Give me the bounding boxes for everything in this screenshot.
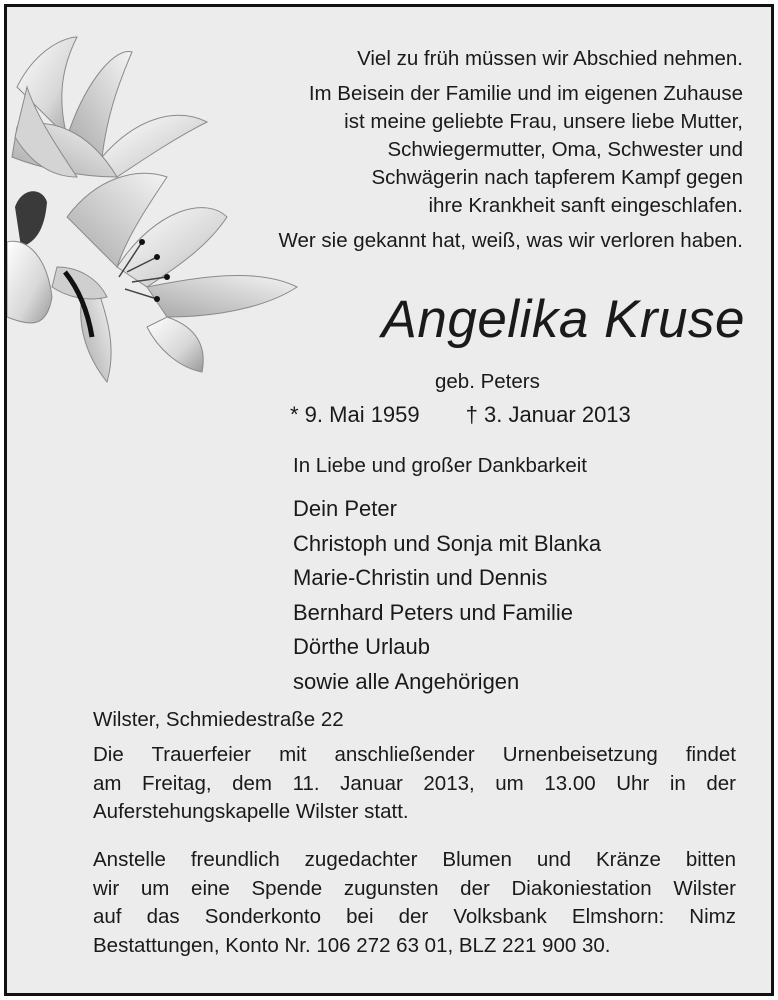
mourner: Dein Peter	[293, 496, 397, 521]
donation-line: Anstelle freundlich zugedachter Blumen und Kränze bitten	[93, 848, 736, 871]
mourner: sowie alle Angehörigen	[293, 668, 520, 694]
mourner: Marie-Christin und Dennis	[293, 565, 548, 591]
funeral-line: am Freitag, dem 11. Januar 2013, um 13.00 Uhr in der	[93, 771, 736, 795]
intro-para-line: ist meine geliebte Frau, unsere liebe Mutter,	[344, 110, 743, 133]
obituary-notice	[4, 4, 774, 996]
maiden-name: geb. Peters	[435, 370, 540, 393]
intro-para-line: Schwägerin nach tapferem Kampf gegen	[371, 166, 743, 189]
donation-line: auf das Sonderkonto bei der Volksbank Elmshorn: Nimz	[93, 905, 736, 929]
mourner: Bernhard Peters und Familie	[293, 599, 574, 625]
address: Wilster, Schmiedestraße 22	[93, 708, 344, 731]
closing-line: In Liebe und großer Dankbarkeit	[293, 454, 588, 477]
funeral-line: Die Trauerfeier mit anschließender Urnenbeisetzung findet	[93, 743, 736, 766]
life-dates	[290, 400, 631, 430]
birth-date: * 9. Mai 1959	[290, 402, 420, 427]
funeral-info	[93, 741, 736, 827]
donation-line: wir um eine Spende zugunsten der Diakoniestation Wilster	[93, 876, 736, 900]
intro-line-1: Viel zu früh müssen wir Abschied nehmen.	[357, 47, 743, 70]
donation-info	[93, 846, 736, 960]
funeral-line: Auferstehungskapelle Wilster statt.	[93, 800, 409, 824]
intro-para-line: Schwiegermutter, Oma, Schwester und	[387, 138, 743, 161]
mourner: Dörthe Urlaub	[293, 634, 430, 660]
mourners-list	[293, 492, 601, 700]
intro-paragraph	[183, 80, 743, 220]
intro-line-3: Wer sie gekannt hat, weiß, was wir verloren haben.	[278, 229, 743, 252]
intro-para-line: Im Beisein der Familie und im eigenen Zuhause	[308, 82, 743, 105]
death-date: † 3. Januar 2013	[465, 402, 631, 427]
deceased-name: Angelika Kruse	[381, 290, 745, 349]
intro-para-line: ihre Krankheit sanft eingeschlafen.	[428, 194, 743, 217]
intro-text	[183, 45, 743, 262]
mourner: Christoph und Sonja mit Blanka	[293, 530, 602, 556]
donation-line: Bestattungen, Konto Nr. 106 272 63 01, BLZ 221 900 30.	[93, 933, 611, 957]
